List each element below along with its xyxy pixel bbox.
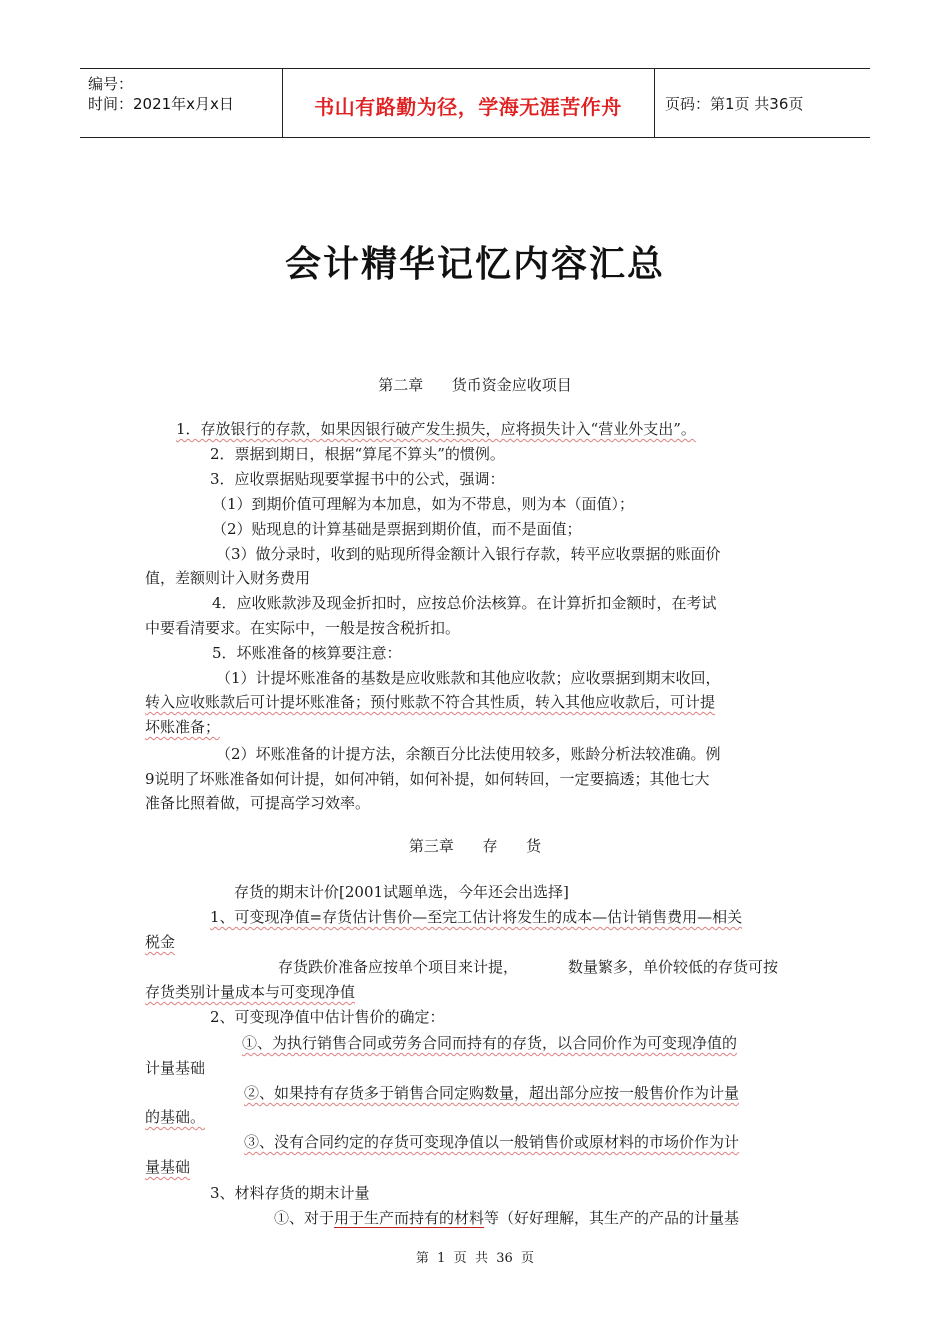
header-page-cell [655, 69, 870, 137]
ch2-item-5-2-cont: 9说明了坏账准备如何计提，如何冲销，如何补提，如何转回，一定要搞透；其他七大 [145, 770, 710, 788]
ch2-item-5-1-end: 坏账准备； [145, 718, 221, 736]
header-info-cell [80, 69, 283, 137]
ch2-item-5-2-end: 准备比照着做，可提高学习效率。 [145, 794, 371, 812]
ch3-item-2-2: ②、如果持有存货多于销售合同定购数量，超出部分应按一般售价作为计量 [244, 1084, 740, 1102]
ch2-item-4-cont: 中要看清要求。在实际中，一般是按含税折扣。 [145, 619, 461, 637]
ch2-item-5: 5．坏账准备的核算要注意： [212, 644, 402, 662]
ch2-item-1: 1．存放银行的存款，如果因银行破产发生损失，应将损失计入“营业外支出”。 [176, 420, 696, 438]
header-motto-cell [282, 69, 655, 137]
ch3-item-1-note-2: 数量繁多，单价较低的存货可按 [568, 958, 779, 976]
ch2-item-3-3: （3）做分录时，收到的贴现所得金额计入银行存款，转平应收票据的账面价 [216, 545, 721, 563]
ch2-item-5-1-cont: 转入应收账款后可计提坏账准备；预付账款不符合其性质，转入其他应收款后，可计提 [145, 693, 716, 711]
page-label: 页码：第1页 共36页 [665, 95, 804, 113]
ch3-item-2-3-cont: 量基础 [145, 1158, 191, 1176]
document-title: 会计精华记忆内容汇总 [284, 244, 665, 285]
ch3-item-1-cont: 税金 [145, 933, 176, 951]
ch3-item-3: 3、材料存货的期末计量 [210, 1184, 370, 1202]
ch2-item-2: 2．票据到期日，根据“算尾不算头”的惯例。 [210, 445, 505, 463]
chapter2-heading: 第二章 货币资金应收项目 [378, 376, 572, 394]
ch3-item-3-1-underlined: 用于生产而持有的材料 [334, 1209, 485, 1227]
time-label: 时间：2021年x月x日 [88, 95, 234, 113]
ch2-item-4: 4．应收账款涉及现金折扣时，应按总价法核算。在计算折扣金额时，在考试 [212, 594, 717, 612]
ch2-item-3: 3．应收票据贴现要掌握书中的公式，强调： [210, 470, 505, 488]
ch3-item-3-1-suffix: 等（好好理解，其生产的产品的计量基 [484, 1209, 740, 1227]
ch3-item-2: 2、可变现净值中估计售价的确定： [210, 1008, 445, 1026]
ch3-item-2-1: ①、为执行销售合同或劳务合同而持有的存货，以合同价作为可变现净值的 [242, 1034, 738, 1052]
ch3-intro: 存货的期末计价[2001试题单选，今年还会出选择] [234, 883, 569, 901]
ch2-item-3-1: （1）到期价值可理解为本加息，如为不带息，则为本（面值）； [212, 495, 635, 513]
number-label: 编号： [88, 75, 134, 93]
ch3-item-1-note-cont: 存货类别计量成本与可变现净值 [145, 983, 356, 1001]
ch2-item-5-2: （2）坏账准备的计提方法，余额百分比法使用较多，账龄分析法较准确。例 [216, 745, 721, 763]
motto: 书山有路勤为径，学海无涯苦作舟 [314, 95, 622, 119]
ch3-item-3-1 [274, 1206, 739, 1230]
ch3-item-2-2-cont: 的基础。 [145, 1108, 206, 1126]
ch3-item-2-1-cont: 计量基础 [145, 1059, 206, 1077]
ch3-item-1: 1、可变现净值=存货估计售价—至完工估计将发生的成本—估计销售费用—相关 [210, 908, 743, 926]
page-footer: 第 1 页 共 36 页 [415, 1251, 535, 1266]
ch3-item-1-note: 存货跌价准备应按单个项目来计提， [278, 958, 519, 976]
ch2-item-5-1: （1）计提坏账准备的基数是应收账款和其他应收款；应收票据到期末收回， [216, 669, 721, 687]
chapter3-heading: 第三章 存 货 [408, 837, 542, 855]
ch3-item-3-1-prefix: ①、对于 [274, 1209, 335, 1227]
ch2-item-3-2: （2）贴现息的计算基础是票据到期价值，而不是面值； [212, 520, 582, 538]
ch3-item-2-3: ③、没有合同约定的存货可变现净值以一般销售价或原材料的市场价作为计 [244, 1133, 740, 1151]
page-header [80, 68, 870, 138]
ch2-item-3-3-cont: 值，差额则计入财务费用 [145, 569, 311, 587]
